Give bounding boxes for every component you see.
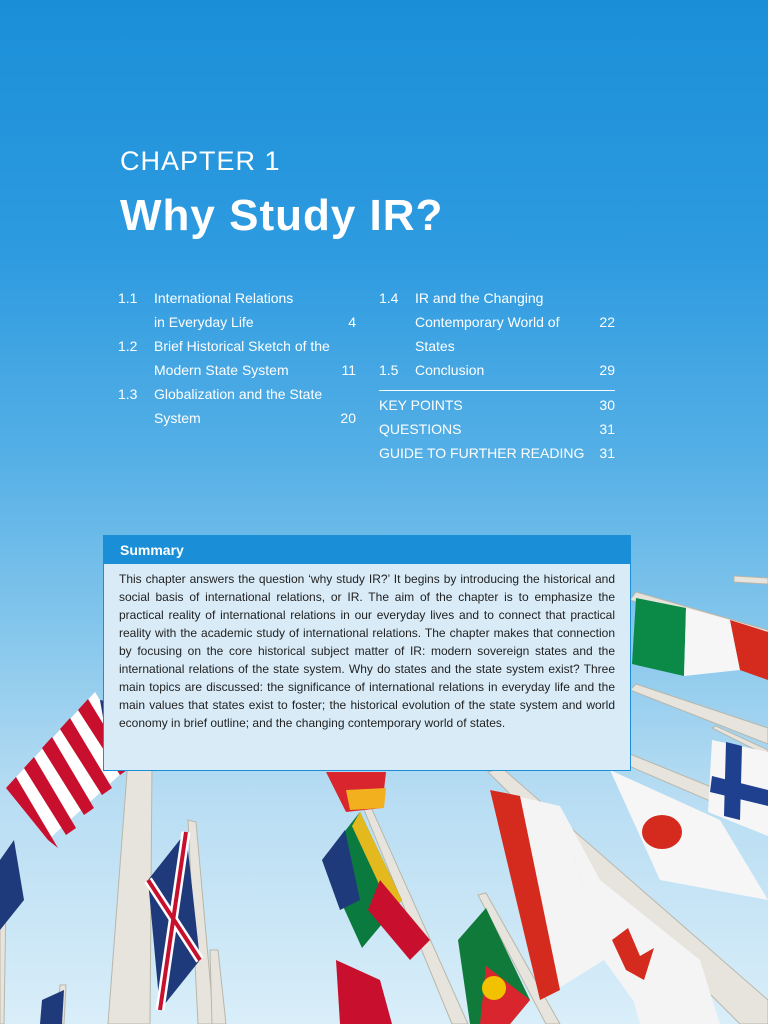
toc-number: 1.2 xyxy=(118,338,138,354)
contents-list-left xyxy=(118,286,356,430)
summary-box xyxy=(103,535,631,771)
toc-entry[interactable] xyxy=(118,382,356,430)
toc-title-line: Globalization and the State xyxy=(154,386,323,402)
toc-divider xyxy=(379,390,615,391)
toc-page-number: 22 xyxy=(599,314,615,330)
toc-number: 1.1 xyxy=(118,290,138,306)
toc-entry[interactable] xyxy=(118,286,356,334)
toc-title-line: International Relations xyxy=(154,290,294,306)
toc-page-number: 31 xyxy=(599,421,615,437)
toc-number: 1.5 xyxy=(379,362,399,378)
toc-title-line: Contemporary World of States xyxy=(415,314,560,354)
toc-extra-label: QUESTIONS xyxy=(379,421,462,437)
toc-number: 1.4 xyxy=(379,290,399,306)
toc-title-line: Modern State System xyxy=(154,362,289,378)
toc-entry[interactable] xyxy=(118,334,356,382)
toc-page-number: 11 xyxy=(341,362,356,378)
toc-entry[interactable] xyxy=(379,358,615,382)
chapter-label: CHAPTER 1 xyxy=(120,146,281,176)
toc-title-line: in Everyday Life xyxy=(154,314,254,330)
toc-entry[interactable] xyxy=(379,286,615,358)
toc-title-line: Conclusion xyxy=(415,362,485,378)
contents-list-right xyxy=(379,286,615,465)
toc-extra-label: GUIDE TO FURTHER READING xyxy=(379,445,585,461)
toc-extra-questions[interactable] xyxy=(379,417,615,441)
toc-extra-label: KEY POINTS xyxy=(379,397,463,413)
summary-text: This chapter answers the question ‘why study IR?’ It begins by introducing the historical and social basis of international relations, or IR. The aim of the chapter is to emphasize the practical reality of international relations in our everyday lives and to connect that practical reality with the academic study of international relations. The chapter makes that connection by focusing on the core historical subject matter of IR: modern sovereign states and the international relations of the state system. Why do states and the state system exist? Three main topics are discussed: the significance of international relations in everyday life and the main values that states exist to foster; the historical evolution of the state system and world economy in brief outline; and the changing contemporary world of states. xyxy=(119,572,615,730)
toc-page-number: 30 xyxy=(599,397,615,413)
toc-page-number: 29 xyxy=(599,362,615,378)
chapter-title: Why Study IR? xyxy=(120,191,444,240)
toc-title-line: System xyxy=(154,410,201,426)
summary-heading: Summary xyxy=(104,536,630,564)
toc-page-number: 4 xyxy=(348,314,356,330)
toc-page-number: 31 xyxy=(599,445,615,461)
toc-page-number: 20 xyxy=(340,410,356,426)
toc-extra-key-points[interactable] xyxy=(379,393,615,417)
toc-number: 1.3 xyxy=(118,386,138,402)
toc-title-line: IR and the Changing xyxy=(415,290,544,306)
toc-title-line: Brief Historical Sketch of the xyxy=(154,338,330,354)
toc-extra-further-reading[interactable] xyxy=(379,441,615,465)
